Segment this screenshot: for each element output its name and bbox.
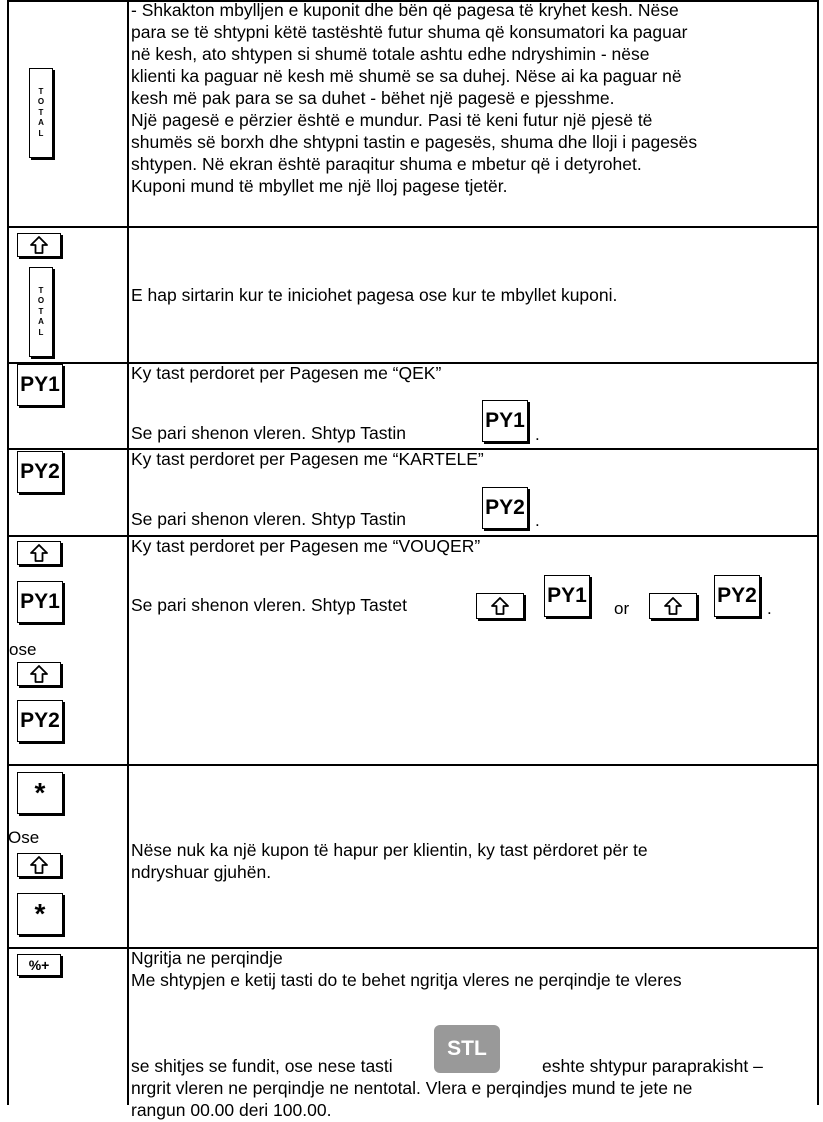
shift-key [17,541,61,565]
percent-line3a: se shitjes se fundit, ose nese tasti [131,1056,393,1076]
shift-key [17,233,61,257]
percent-line2: Me shtypjen e ketij tasti do te behet ngritja vleres ne perqindje te vleres [131,970,682,990]
stl-key: STL [434,1025,500,1073]
row-percent [7,948,819,1120]
total-description [131,0,817,226]
row-star [7,765,819,947]
percent-line3b: eshte shtypur paraprakisht – [542,1056,763,1076]
text-line: kesh më pak para se sa duhet - bëhet një pagesë e pjesshme. [131,88,615,108]
text-line: klienti ka paguar në kesh më shumë se sa duhej. Nëse ai ka paguar në [131,66,682,86]
text-line: në kesh, ato shtypen si shumë totale ashtu edhe ndryshimin - nëse [131,44,650,64]
py2-key: PY2 [17,451,63,493]
star-key: * [17,893,63,935]
language-line2: ndryshuar gjuhën. [131,862,272,882]
ose-label: Ose [8,828,40,847]
row-shift-total [7,227,819,362]
period: . [767,599,772,618]
py2-key: PY2 [17,700,63,742]
percent-line1: Ngritja ne perqindje [131,948,283,968]
shift-key [17,662,61,686]
py1-line2: Se pari shenon vleren. Shtyp Tastin [131,423,406,443]
py2-key-inline: PY2 [714,575,760,617]
shift-py-line1: Ky tast perdoret per Pagesen me “VOUQER” [131,536,481,556]
shift-py-line2: Se pari shenon vleren. Shtyp Tastet [131,595,407,615]
percent-line4: nrgrit vleren ne perqindje ne nentotal. Vlera e perqindjes mund te jete ne [131,1078,693,1098]
py1-line1: Ky tast perdoret per Pagesen me “QEK” [131,363,442,383]
shift-key-inline [649,593,697,619]
py2-line2: Se pari shenon vleren. Shtyp Tastin [131,509,406,529]
text-line: Kuponi mund të mbyllet me një lloj pagese tjetër. [131,176,508,196]
text-line: Një pagesë e përzier është e mundur. Pasi të keni futur një pjesë të [131,110,653,130]
py1-key: PY1 [17,364,63,406]
total-key: T O T A L [29,267,53,357]
percent-line5: rangun 00.00 deri 100.00. [131,1100,332,1120]
py2-line1: Ky tast perdoret per Pagesen me “KARTELE” [131,449,484,469]
shift-key [17,853,61,877]
row-py2 [7,449,819,535]
or-label: or [614,599,630,618]
shift-arrow-icon [663,597,683,615]
drawer-description: E hap sirtarin kur te iniciohet pagesa ose kur te mbyllet kuponi. [131,285,618,305]
period: . [535,511,540,530]
py1-key-inline: PY1 [482,400,528,442]
shift-arrow-icon [490,597,510,615]
text-line: shtypen. Në ekran është paraqitur shuma e mbetur që i detyrohet. [131,154,642,174]
keys-table [7,0,819,1120]
shift-arrow-icon [29,544,49,562]
period: . [535,425,540,444]
language-line1: Nëse nuk ka një kupon të hapur per klientin, ky tast përdoret për te [131,840,648,860]
shift-arrow-icon [29,236,49,254]
py1-key-inline: PY1 [544,575,590,617]
ose-label: ose [9,640,37,659]
py1-key: PY1 [17,581,63,623]
text-line: para se të shtypni këtë tastështë futur shuma që konsumatori ka paguar [131,22,688,42]
star-key: * [17,772,63,814]
row-shift-py [7,536,819,764]
shift-key-inline [476,593,524,619]
shift-arrow-icon [29,856,49,874]
row-total [7,0,819,226]
text-line: - Shkakton mbylljen e kuponit dhe bën që pagesa të kryhet kesh. Nëse [131,0,679,20]
total-key: T O T A L [29,68,53,158]
row-py1 [7,363,819,448]
py2-key-inline: PY2 [482,487,528,529]
percent-plus-key: %+ [17,954,61,976]
shift-arrow-icon [29,665,49,683]
text-line: shumës së borxh dhe shtypni tastin e pagesës, shuma dhe lloji i pagesës [131,132,698,152]
